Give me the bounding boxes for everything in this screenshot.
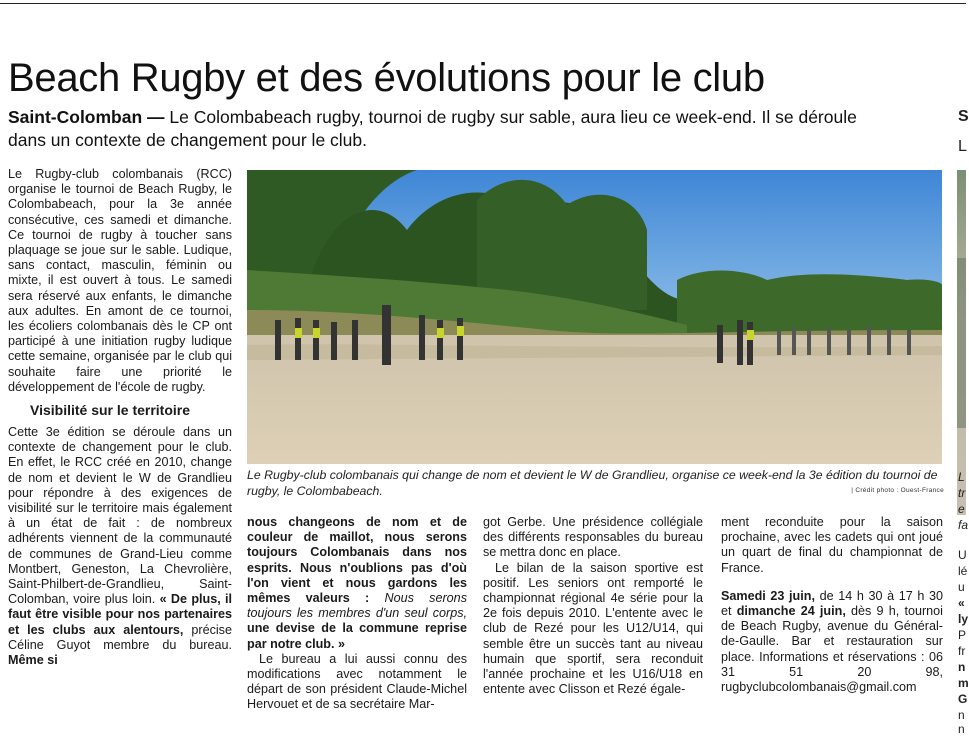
edge-text: u — [958, 580, 965, 594]
quote-continue: Même si — [8, 653, 58, 668]
article-photo — [247, 170, 942, 464]
edge-text: n — [958, 660, 966, 674]
standfirst-place: Saint-Colomban — — [8, 107, 165, 127]
adjacent-article-edge — [950, 0, 969, 736]
photo-credit: | Crédit photo : Ouest-France — [851, 487, 944, 494]
paragraph-cadets: ment reconduite pour la saison prochaine, avec les cadets qui ont joué un quart de final du championnat de France. — [721, 515, 943, 575]
photo-caption: Le Rugby-club colombanais qui change de nom et devient le W de Grandlieu, organise ce week-end la 3e édition du tournoi de rugby, le Colombabeach. — [247, 468, 938, 498]
paragraph-visibility — [8, 425, 232, 668]
edge-text: « — [958, 596, 965, 610]
practical-info-details: dès 9 h, tournoi de Beach Rugby, avenue du Général-de-Gaulle. Bar et restauration sur place. Informations et réservations : 06 31 51 20 98, rugbyclubcolombanais@gmail.com — [721, 604, 943, 695]
paragraph-bilan: Le bilan de la saison sportive est positif. Les seniors ont remporté le championnat régional 4e série pour la 2e fois depuis 2010. L'entente avec le club de Rezé pour les U12/U14, qui semble être un succès tant au niveau humain que sportif, sera reconduit l'année prochaine et les U16/U18 en entente avec Clisson et Rezé égale- — [483, 560, 703, 697]
practical-info-sunday: dimanche 24 juin, — [736, 604, 846, 619]
edge-text: e — [958, 502, 965, 516]
edge-text: P — [958, 628, 967, 642]
edge-text: G — [958, 692, 968, 706]
edge-text: U — [958, 548, 967, 562]
edge-text: lé — [958, 564, 968, 578]
edge-text: n — [958, 708, 965, 722]
standfirst — [8, 106, 898, 152]
edge-text: L — [958, 470, 965, 484]
quote-attribution: précise Céline Guyot membre du bureau. — [8, 622, 232, 652]
edge-text: tr — [958, 486, 966, 500]
edge-text: fr — [958, 644, 966, 658]
quote-start: « De plus, il faut être visible pour nos partenaires et les clubs aux alentours, — [8, 592, 233, 637]
article-column-4 — [721, 515, 943, 695]
paragraph-presidence: got Gerbe. Une présidence collégiale des différents responsables du bureau se mettra donc en place. — [483, 515, 703, 560]
edge-text: S — [958, 108, 969, 125]
adjacent-photo-detail — [957, 258, 966, 428]
edge-text: m — [958, 676, 969, 690]
quote-bold-1: nous changeons de nom et de couleur de maillot, nous serons toujours Colombanais dans nos esprits. Nous n'oublions pas d'où l'on vient et nous gardons les mêmes valeurs : — [247, 515, 467, 606]
practical-info-saturday: Samedi 23 juin, — [721, 588, 815, 603]
article-column-3 — [483, 515, 703, 697]
practical-info-hours: de 14 h 30 à 17 h 30 et — [721, 588, 944, 619]
paragraph-visibility-text: Cette 3e édition se déroule dans un contexte de changement pour le club. En effet, le RCC créé en 2010, change de nom et devient le W de Grandlieu pour répondre à des exigences de visibilité sur le territoire mais également à un état de fait : de nombreux adhérents viennent de la communauté de communes de Grand-Lieu comme Montbert, Geneston, La Chevrolière, Saint-Philbert-de-Grandlieu, Saint-Colomban, voire plus loin. — [8, 425, 232, 607]
standfirst-text: Le Colombabeach rugby, tournoi de rugby sur sable, aura lieu ce week-end. Il se déroule dans un contexte de changement pour le club. — [8, 107, 857, 150]
edge-text: fa — [958, 518, 969, 532]
quote-bold-2: une devise de la commune reprise par notre club. » — [247, 621, 467, 651]
paragraph-intro: Le Rugby-club colombanais (RCC) organise le tournoi de Beach Rugby, le Colombabeach, pour la 3e année consécutive, ces samedi et dimanche. Ce tournoi de rugby à toucher sans plaquage se joue sur le sable. Ludique, sans contact, masculin, féminin ou mixte, il est ouvert à tous. Le samedi sera réservé aux enfants, le dimanche aux adultes. En amont de ce tournoi, les écoliers colombanais dès le CP ont participé à une initiation rugby ludique cette semaine, organisée par le club qui souhaite faire une priorité le développement de l'école de rugby. — [8, 167, 232, 394]
subheading: Visibilité sur le territoire — [30, 402, 191, 419]
beach-rugby-photo-illustration — [247, 170, 942, 464]
article-column-1 — [8, 167, 232, 668]
paragraph-bureau: Le bureau a lui aussi connu des modifications avec notamment le départ de son président Claude-Michel Hervouet et de sa secrétaire Mar- — [247, 651, 467, 712]
quote-paragraph — [247, 515, 467, 652]
quote-italic-motto: Nous serons toujours les membres d'un seul corps, — [247, 591, 467, 621]
edge-text: ly — [958, 612, 969, 626]
practical-info — [721, 589, 943, 695]
top-rule — [0, 3, 966, 4]
edge-text: n — [958, 722, 965, 736]
article-column-2 — [247, 515, 467, 713]
edge-text: L — [958, 138, 967, 155]
headline: Beach Rugby et des évolutions pour le club — [8, 56, 765, 100]
